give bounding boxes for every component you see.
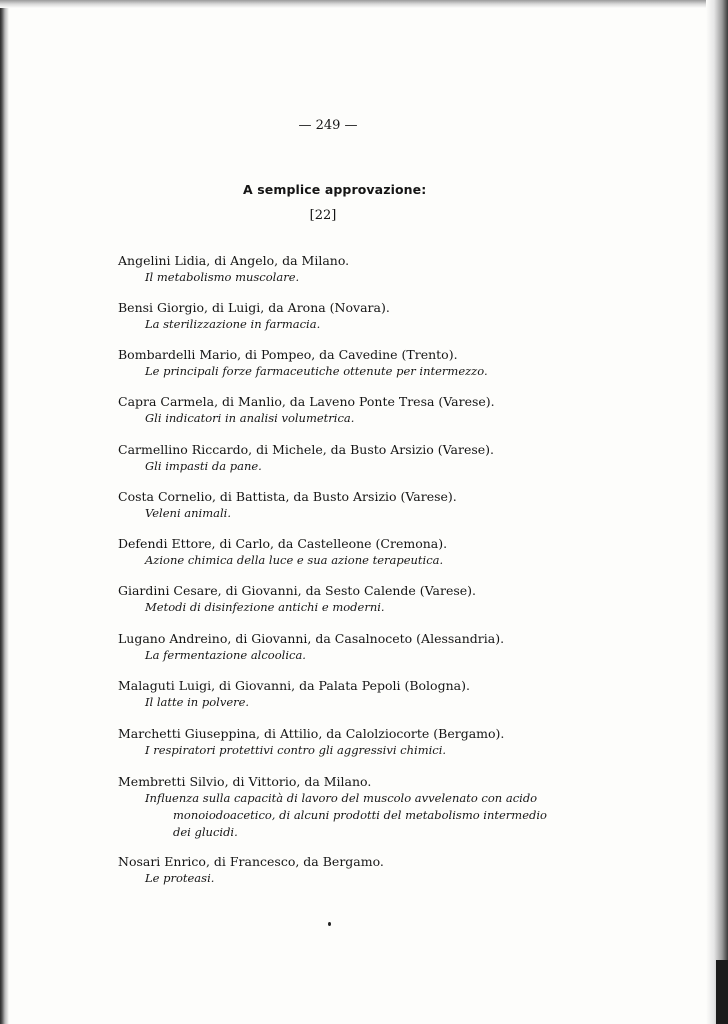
student-name: Bensi Giorgio, di Luigi, da Arona (Novara). [118, 300, 390, 315]
student-name: Nosari Enrico, di Francesco, da Bergamo. [118, 854, 384, 869]
student-name: Capra Carmela, di Manlio, da Laveno Ponte Tresa (Varese). [118, 394, 495, 409]
thesis-title: I respiratori protettivi contro gli aggressivi chimici. [145, 743, 447, 757]
student-name: Malaguti Luigi, di Giovanni, da Palata Pepoli (Bologna). [118, 678, 470, 693]
list-item [118, 535, 558, 569]
thesis-title: Le principali forze farmaceutiche ottenute per intermezzo. [145, 364, 488, 378]
scan-edge-left [0, 0, 9, 1024]
student-name: Marchetti Giuseppina, di Attilio, da Calolziocorte (Bergamo). [118, 726, 505, 741]
student-name: Defendi Ettore, di Carlo, da Castelleone (Cremona). [118, 536, 448, 551]
section-title: A semplice approvazione: [243, 182, 427, 197]
student-name: Angelini Lidia, di Angelo, da Milano. [118, 253, 350, 268]
scan-edge-top [0, 0, 728, 8]
thesis-title: La sterilizzazione in farmacia. [145, 317, 321, 331]
thesis-title: Azione chimica della luce e sua azione terapeutica. [145, 553, 444, 567]
list-item [118, 582, 558, 616]
student-name: Lugano Andreino, di Giovanni, da Casalnoceto (Alessandria). [118, 631, 505, 646]
student-name: Bombardelli Mario, di Pompeo, da Cavedine (Trento). [118, 347, 458, 362]
list-item [118, 853, 558, 887]
list-item [118, 677, 558, 711]
list-item [118, 299, 558, 333]
thesis-title: Veleni animali. [145, 506, 231, 520]
student-name: Costa Cornelio, di Battista, da Busto Arsizio (Varese). [118, 489, 457, 504]
thesis-title: Gli impasti da pane. [145, 459, 262, 473]
thesis-title: Influenza sulla capacità di lavoro del muscolo avvelenato con acido monoiodoacetico, di alcuni prodotti del metabolismo intermedio dei glucidi. [145, 791, 547, 839]
thesis-title: Le proteasi. [145, 871, 215, 885]
student-name: Giardini Cesare, di Giovanni, da Sesto Calende (Varese). [118, 583, 477, 598]
thesis-title: Il latte in polvere. [145, 695, 250, 709]
section-number: [22] [309, 208, 337, 223]
page-number: — 249 — [298, 118, 358, 133]
list-item [118, 725, 558, 759]
list-item [118, 252, 558, 286]
thesis-title: Il metabolismo muscolare. [145, 270, 300, 284]
list-item [118, 773, 558, 841]
list-item [118, 441, 558, 475]
list-item [118, 630, 558, 664]
scan-edge-corner [716, 960, 728, 1024]
thesis-title: Gli indicatori in analisi volumetrica. [145, 411, 355, 425]
list-item [118, 488, 558, 522]
list-item [118, 393, 558, 427]
scan-edge-right [706, 0, 728, 1024]
student-name: Carmellino Riccardo, di Michele, da Busto Arsizio (Varese). [118, 442, 495, 457]
list-item [118, 346, 558, 380]
ink-speck [328, 922, 331, 926]
student-name: Membretti Silvio, di Vittorio, da Milano. [118, 774, 372, 789]
thesis-title: La fermentazione alcoolica. [145, 648, 306, 662]
thesis-title: Metodi di disinfezione antichi e moderni. [145, 600, 385, 614]
